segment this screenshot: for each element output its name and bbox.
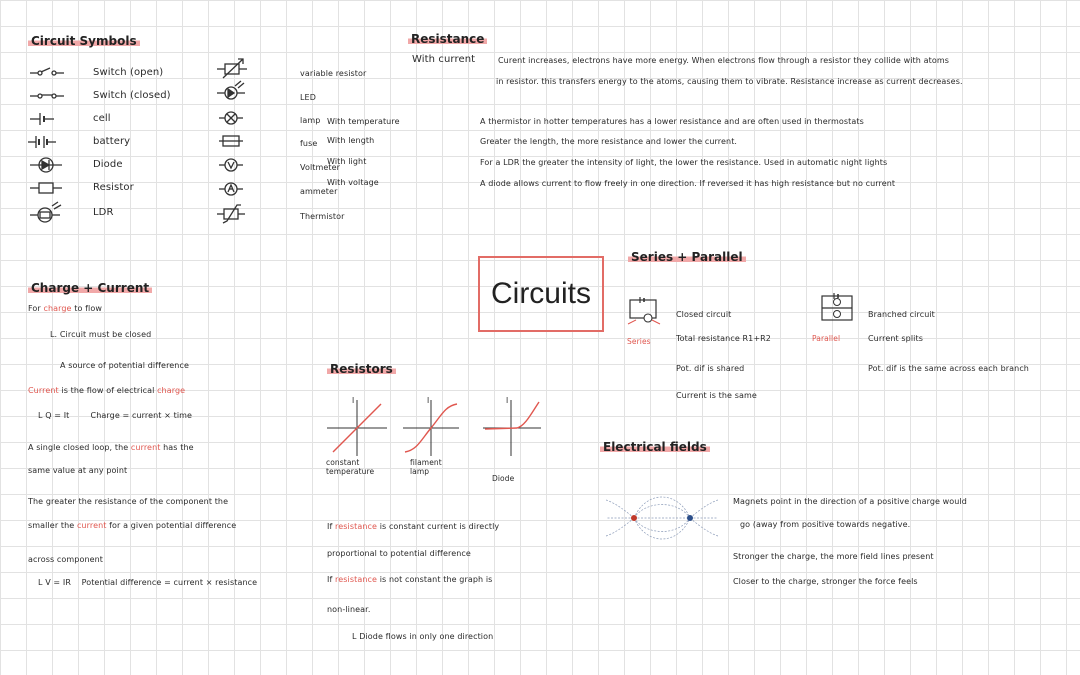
- series-parallel-heading: Series + Parallel: [628, 250, 746, 264]
- resistance-label-voltage: With voltage: [327, 178, 379, 187]
- circuit-symbols-heading: Circuit Symbols: [28, 34, 140, 48]
- resistance-label-length: With length: [327, 136, 375, 145]
- charge-line-3: A source of potential difference: [60, 361, 189, 370]
- charge-line-6: A single closed loop, the current has the: [28, 443, 194, 452]
- symbol-label-voltmeter: Voltmeter: [300, 163, 341, 172]
- graph-diode: [483, 400, 541, 456]
- resistance-label-temperature: With temperature: [327, 117, 400, 126]
- resistance-text-voltage: A diode allows current to flow freely in one direction. If reversed it has high resistance but no current: [480, 179, 896, 188]
- graph2-axis-i: I: [427, 396, 430, 405]
- parallel-point-1: Branched circuit: [868, 310, 935, 319]
- symbol-label-thermistor: Thermistor: [300, 212, 345, 221]
- field-point-2: go (away from positive towards negative.: [740, 520, 911, 529]
- symbol-label-ammeter: ammeter: [300, 187, 338, 196]
- right-symbols-column: [215, 56, 257, 246]
- charge-line-1: For charge to flow: [28, 304, 102, 313]
- charge-line-2: L. Circuit must be closed: [50, 330, 152, 339]
- symbol-label-resistor: Resistor: [93, 182, 134, 193]
- graph-constant-temperature: [327, 400, 387, 456]
- cell-icon: [30, 113, 54, 125]
- field-point-1: Magnets point in the direction of a positive charge would: [733, 497, 967, 506]
- field-point-3: Stronger the charge, the more field lines present: [733, 552, 934, 561]
- resistors-note-5: L Diode flows in only one direction: [352, 632, 494, 641]
- positive-charge-icon: [631, 515, 637, 521]
- symbol-label-fuse: fuse: [300, 139, 318, 148]
- iv-graphs: [325, 392, 555, 464]
- ammeter-icon: [219, 183, 243, 195]
- charge-current-heading: Charge + Current: [28, 281, 152, 295]
- graph-label-constant-temperature: constant temperature: [326, 458, 375, 476]
- charge-line-5: L Q = It Charge = current × time: [38, 411, 193, 420]
- voltmeter-icon: [219, 159, 243, 171]
- symbol-label-ldr: LDR: [93, 207, 114, 218]
- variable-resistor-icon: [217, 59, 247, 78]
- resistance-text-current-2: in resistor. this transfers energy to the atoms, causing them to vibrate. Resistance increase as current decreases.: [496, 77, 963, 86]
- charge-line-9: smaller the current for a given potential difference: [28, 521, 237, 530]
- series-point-1: Closed circuit: [676, 310, 732, 319]
- symbol-label-variable-resistor: variable resistor: [300, 69, 367, 78]
- resistance-text-temperature: A thermistor in hotter temperatures has a lower resistance and are often used in thermostats: [480, 117, 864, 126]
- resistance-text-light: For a LDR the greater the intensity of light, the lower the resistance. Used in automatic night lights: [480, 158, 888, 167]
- symbol-label-switch-open: Switch (open): [93, 67, 164, 78]
- resistors-note-2: proportional to potential difference: [327, 549, 471, 558]
- charge-line-10: across component: [28, 555, 104, 564]
- resistance-label-current: With current: [412, 54, 476, 65]
- graph-label-filament-lamp: filament lamp: [410, 458, 442, 476]
- symbol-label-diode: Diode: [93, 159, 123, 170]
- series-point-3: Pot. dif is shared: [676, 364, 745, 373]
- switch-closed-icon: [30, 94, 64, 98]
- parallel-point-2: Current splits: [868, 334, 923, 343]
- charge-line-8: The greater the resistance of the component the: [28, 497, 229, 506]
- page-title: Circuits: [478, 256, 604, 332]
- left-symbols-column: [28, 64, 73, 254]
- parallel-label: Parallel: [812, 334, 841, 343]
- resistors-note-4: non-linear.: [327, 605, 371, 614]
- fuse-icon: [219, 136, 243, 146]
- graph1-axis-i: I: [352, 396, 355, 405]
- symbol-label-lamp: lamp: [300, 116, 321, 125]
- negative-charge-icon: [687, 515, 693, 521]
- resistors-note-3: If resistance is not constant the graph is: [327, 575, 493, 584]
- charge-line-7: same value at any point: [28, 466, 128, 475]
- resistance-text-length: Greater the length, the more resistance and lower the current.: [480, 137, 738, 146]
- symbol-label-battery: battery: [93, 136, 131, 147]
- electrical-fields-heading: Electrical fields: [600, 440, 710, 454]
- graph-label-diode: Diode: [492, 474, 515, 483]
- battery-icon: [28, 136, 56, 148]
- ldr-icon: [30, 202, 61, 222]
- resistors-heading: Resistors: [327, 362, 396, 376]
- charge-line-11: L V = IR Potential difference = current × resistance: [38, 578, 258, 587]
- resistance-label-light: With light: [327, 157, 367, 166]
- switch-open-icon: [30, 68, 64, 75]
- series-circuit-icon: [626, 296, 664, 326]
- symbol-label-switch-closed: Switch (closed): [93, 90, 171, 101]
- symbol-label-cell: cell: [93, 113, 111, 124]
- symbol-label-led: LED: [300, 93, 316, 102]
- parallel-circuit-icon: [818, 292, 858, 328]
- dash-column: [274, 66, 278, 236]
- led-icon: [217, 81, 245, 99]
- series-point-2: Total resistance R1+R2: [676, 334, 771, 343]
- resistor-icon: [30, 183, 62, 193]
- graph-filament-lamp: [403, 400, 459, 456]
- parallel-point-3: Pot. dif is the same across each branch: [868, 364, 1029, 373]
- resistance-heading: Resistance: [408, 32, 487, 46]
- diode-icon: [30, 158, 62, 172]
- charge-line-4: Current is the flow of electrical charge: [28, 386, 186, 395]
- resistors-note-1: If resistance is constant current is directly: [327, 522, 500, 531]
- resistance-text-current: Curent increases, electrons have more energy. When electrons flow through a resistor they collide with atoms: [498, 56, 949, 65]
- series-label: Series: [627, 337, 651, 346]
- field-point-4: Closer to the charge, stronger the force feels: [733, 577, 918, 586]
- field-lines-diagram: [606, 486, 718, 550]
- lamp-icon: [219, 112, 243, 124]
- graph3-axis-i: I: [506, 396, 509, 405]
- thermistor-icon: [217, 205, 245, 223]
- series-point-4: Current is the same: [676, 391, 757, 400]
